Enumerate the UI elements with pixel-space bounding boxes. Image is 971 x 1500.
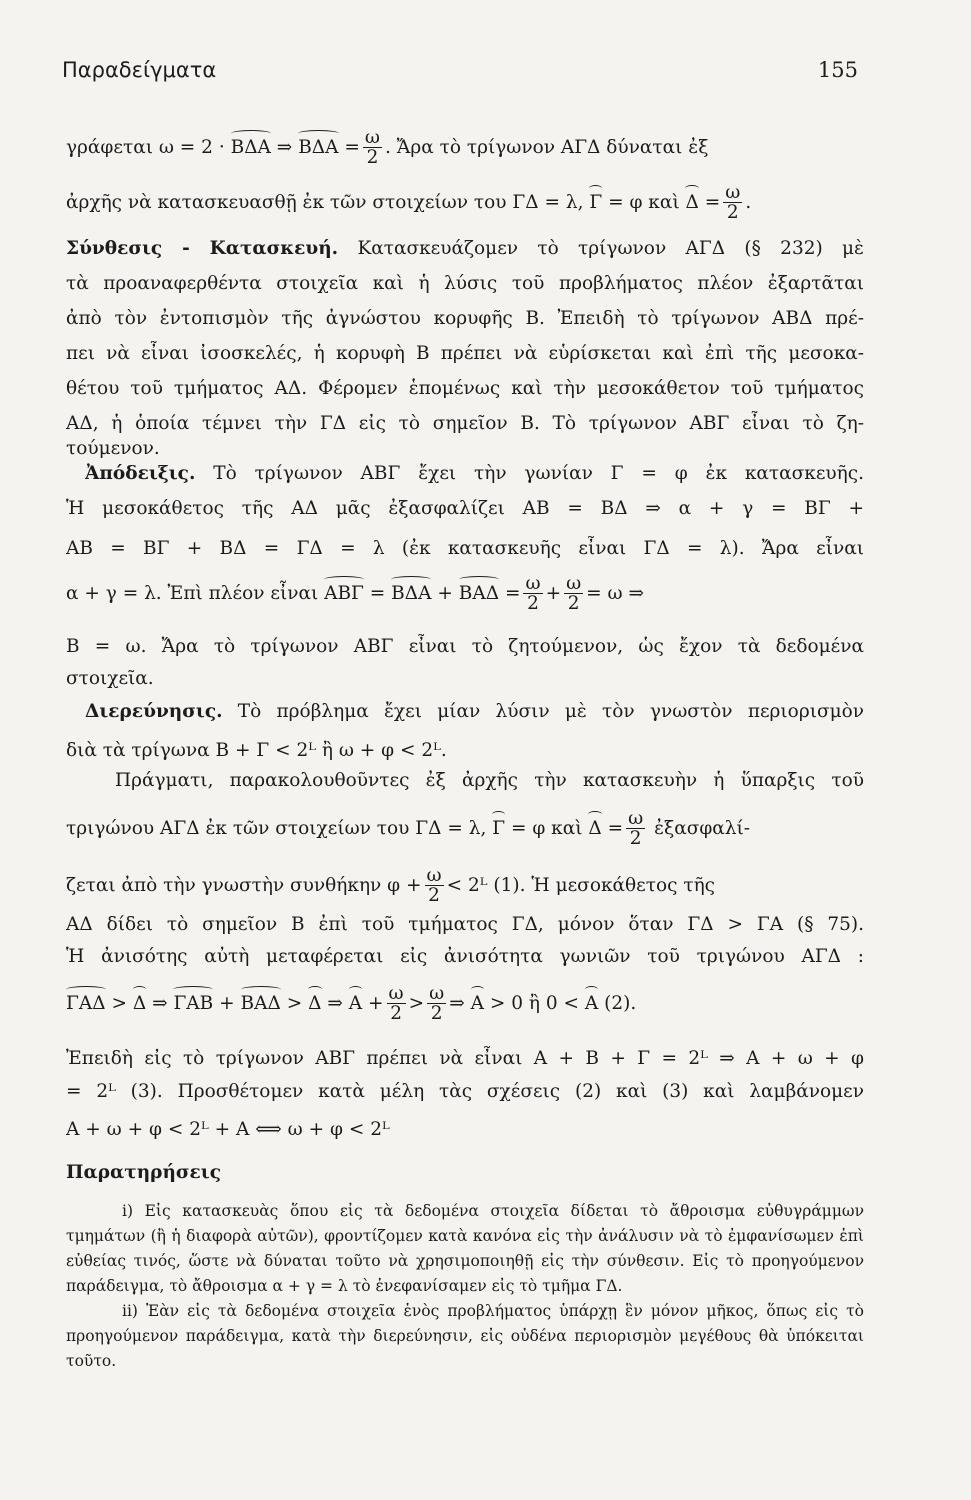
text-line-13: α + γ = λ. Ἐπὶ πλέον εἶναι ΑΒΓ = ΒΔΑ + ΒΑΔ = $\frac{\omega}{2}$ + $\frac{\omega}{2}$ = ω ⇒	[66, 574, 645, 614]
text-line-19: τριγώνου ΑΓΔ ἐκ τῶν στοιχείων του ΓΔ = λ, Γ = φ καὶ Δ = $\frac{\omega}{2}$ ἐξασφαλί-	[66, 809, 751, 849]
remarks-notes	[66, 1199, 864, 1374]
text-line-5: ἀπὸ τὸν ἐντοπισμὸν τῆς ἀγνώστου κορυφῆς Β. Ἐπειδὴ τὸ τρίγωνον ΑΒΔ πρέ-	[66, 308, 864, 329]
remarks-heading: Παρατηρήσεις	[66, 1162, 222, 1183]
text-line-1: γράφεται ω = 2 · BΔA ⇒ BΔA = $\frac{\omega}{2}$ . Ἄρα τὸ τρίγωνον ΑΓΔ δύναται ἐξ	[66, 128, 709, 168]
fraction: $\frac{\omega}{2}$	[566, 574, 582, 614]
text-line-16: Διερεύνησις. Τὸ πρόβλημα ἔχει μίαν λύσιν μὲ τὸν γνωστὸν περιορισμὸν	[85, 701, 864, 722]
fraction: $\frac{\omega}{2}$	[525, 574, 541, 614]
fraction: $\frac{\omega}{2}$	[628, 809, 644, 849]
text-line-8: ΑΔ, ἡ ὁποία τέμνει τὴν ΓΔ εἰς τὸ σημεῖον Β. Τὸ τρίγωνον ΑΒΓ εἶναι τὸ ζη-	[66, 413, 864, 434]
text-line-22: Ἡ ἀνισότης αὐτὴ μεταφέρεται εἰς ἀνισότητα γωνιῶν τοῦ τριγώνου ΑΓΔ :	[66, 946, 864, 967]
remark-note-1: i) Εἰς κατασκευὰς ὅπου εἰς τὰ δεδομένα στοιχεῖα δίδεται τὸ ἄθροισμα εὐθυγράμμων τμημάτων (ἢ ἡ διαφορὰ αὐτῶν), φροντίζομεν κατὰ κανόνα εἰς τὴν ἀνάλυσιν νὰ τὸ ἐμφανίσωμεν ἐπὶ εὐθείας τινός, ὥστε νὰ δύναται τοῦτο νὰ χρησιμοποιηθῇ εἰς τὴν σύνθεσιν. Εἰς τὸ προηγούμενον παράδειγμα, τὸ ἄθροισμα α + γ = λ τὸ ἐνεφανίσαμεν εἰς τὸ τμῆμα ΓΔ.	[66, 1202, 864, 1295]
fraction: $\frac{\omega}{2}$	[725, 183, 741, 223]
fraction: $\frac{\omega}{2}$	[364, 128, 380, 168]
text-line-23: ΓΑΔ > Δ ⇒ ΓΑΒ + ΒΑΔ > Δ ⇒ Α + $\frac{\omega}{2}$ > $\frac{\omega}{2}$ ⇒ Α > 0 ἢ 0 < Α (2).	[66, 984, 637, 1024]
text-line-4: τὰ προαναφερθέντα στοιχεῖα καὶ ἡ λύσις τοῦ προβλήματος πλέον ἐξαρτᾶται	[66, 273, 864, 294]
section-heading-discussion: Διερεύνησις.	[85, 701, 223, 722]
section-heading-synthesis: Σύνθεσις - Κατασκευή.	[66, 238, 339, 259]
text-line-21: ΑΔ δίδει τὸ σημεῖον Β ἐπὶ τοῦ τμήματος ΓΔ, μόνον ὅταν ΓΔ > ΓΑ (§ 75).	[66, 914, 864, 935]
fraction: $\frac{\omega}{2}$	[426, 866, 442, 906]
text-line-6: πει νὰ εἶναι ἰσοσκελές, ἡ κορυφὴ Β πρέπει νὰ εὑρίσκεται καὶ ἐπὶ τῆς μεσοκα-	[66, 343, 864, 364]
text-line-9: τούμενον.	[66, 438, 160, 459]
text-line-20: ζεται ἀπὸ τὴν γνωστὴν συνθήκην φ + $\frac{\omega}{2}$ < 2ᴸ (1). Ἡ μεσοκάθετος τῆς	[66, 866, 716, 906]
text-line-12: ΑΒ = ΒΓ + ΒΔ = ΓΔ = λ (ἐκ κατασκευῆς εἶναι ΓΔ = λ). Ἄρα εἶναι	[66, 538, 864, 559]
text-line-18: Πράγματι, παρακολουθοῦντες ἐξ ἀρχῆς τὴν κατασκευὴν ἡ ὕπαρξις τοῦ	[115, 770, 864, 791]
running-header-title: Παραδείγματα	[62, 58, 217, 82]
text-line-24: Ἐπειδὴ εἰς τὸ τρίγωνον ΑΒΓ πρέπει νὰ εἶναι Α + Β + Γ = 2ᴸ ⇒ Α + ω + φ	[66, 1046, 864, 1072]
page-number: 155	[817, 58, 858, 82]
text-line-26: Α + ω + φ < 2ᴸ + Α ⟺ ω + φ < 2ᴸ	[66, 1117, 864, 1143]
text-line-7: θέτου τοῦ τμήματος ΑΔ. Φέρομεν ἑπομένως καὶ τὴν μεσοκάθετον τοῦ τμήματος	[66, 378, 864, 399]
section-heading-proof: Ἀπόδειξις.	[85, 463, 196, 484]
text-line-25: = 2ᴸ (3). Προσθέτομεν κατὰ μέλη τὰς σχέσεις (2) καὶ (3) καὶ λαμβάνομεν	[66, 1081, 864, 1102]
text-line-17: διὰ τὰ τρίγωνα Β + Γ < 2ᴸ ἢ ω + φ < 2ᴸ.	[66, 738, 864, 764]
text-line-14: Β = ω. Ἄρα τὸ τρίγωνον ΑΒΓ εἶναι τὸ ζητούμενον, ὡς ἔχον τὰ δεδομένα	[66, 634, 864, 660]
fraction: $\frac{\omega}{2}$	[388, 984, 404, 1024]
text-line-2: ἀρχῆς νὰ κατασκευασθῇ ἐκ τῶν στοιχείων του ΓΔ = λ, Γ = φ καὶ Δ = $\frac{\omega}{2}$ .	[66, 183, 752, 223]
remark-note-2: ii) Ἐὰν εἰς τὰ δεδομένα στοιχεῖα ἑνὸς προβλήματος ὑπάρχῃ ἓν μόνον μῆκος, ὅπως εἰς τὸ προηγούμενον παράδειγμα, κατὰ τὴν διερεύνησιν, εἰς οὐδένα περιορισμὸν μεγέθους θὰ ὑπόκειται τοῦτο.	[66, 1302, 864, 1370]
fraction: $\frac{\omega}{2}$	[429, 984, 445, 1024]
text-line-3: Σύνθεσις - Κατασκευή. Κατασκευάζομεν τὸ τρίγωνον ΑΓΔ (§ 232) μὲ	[66, 238, 864, 259]
arc-bda-2: BΔA	[298, 135, 338, 161]
text-line-15: στοιχεῖα.	[66, 668, 154, 689]
text-line-10: Ἀπόδειξις. Τὸ τρίγωνον ΑΒΓ ἔχει τὴν γωνίαν Γ = φ ἐκ κατασκευῆς.	[85, 461, 864, 487]
arc-bda-1: BΔA	[231, 135, 271, 161]
text-line-11: Ἡ μεσοκάθετος τῆς ΑΔ μᾶς ἐξασφαλίζει ΑΒ = ΒΔ ⇒ α + γ = ΒΓ +	[66, 498, 864, 519]
